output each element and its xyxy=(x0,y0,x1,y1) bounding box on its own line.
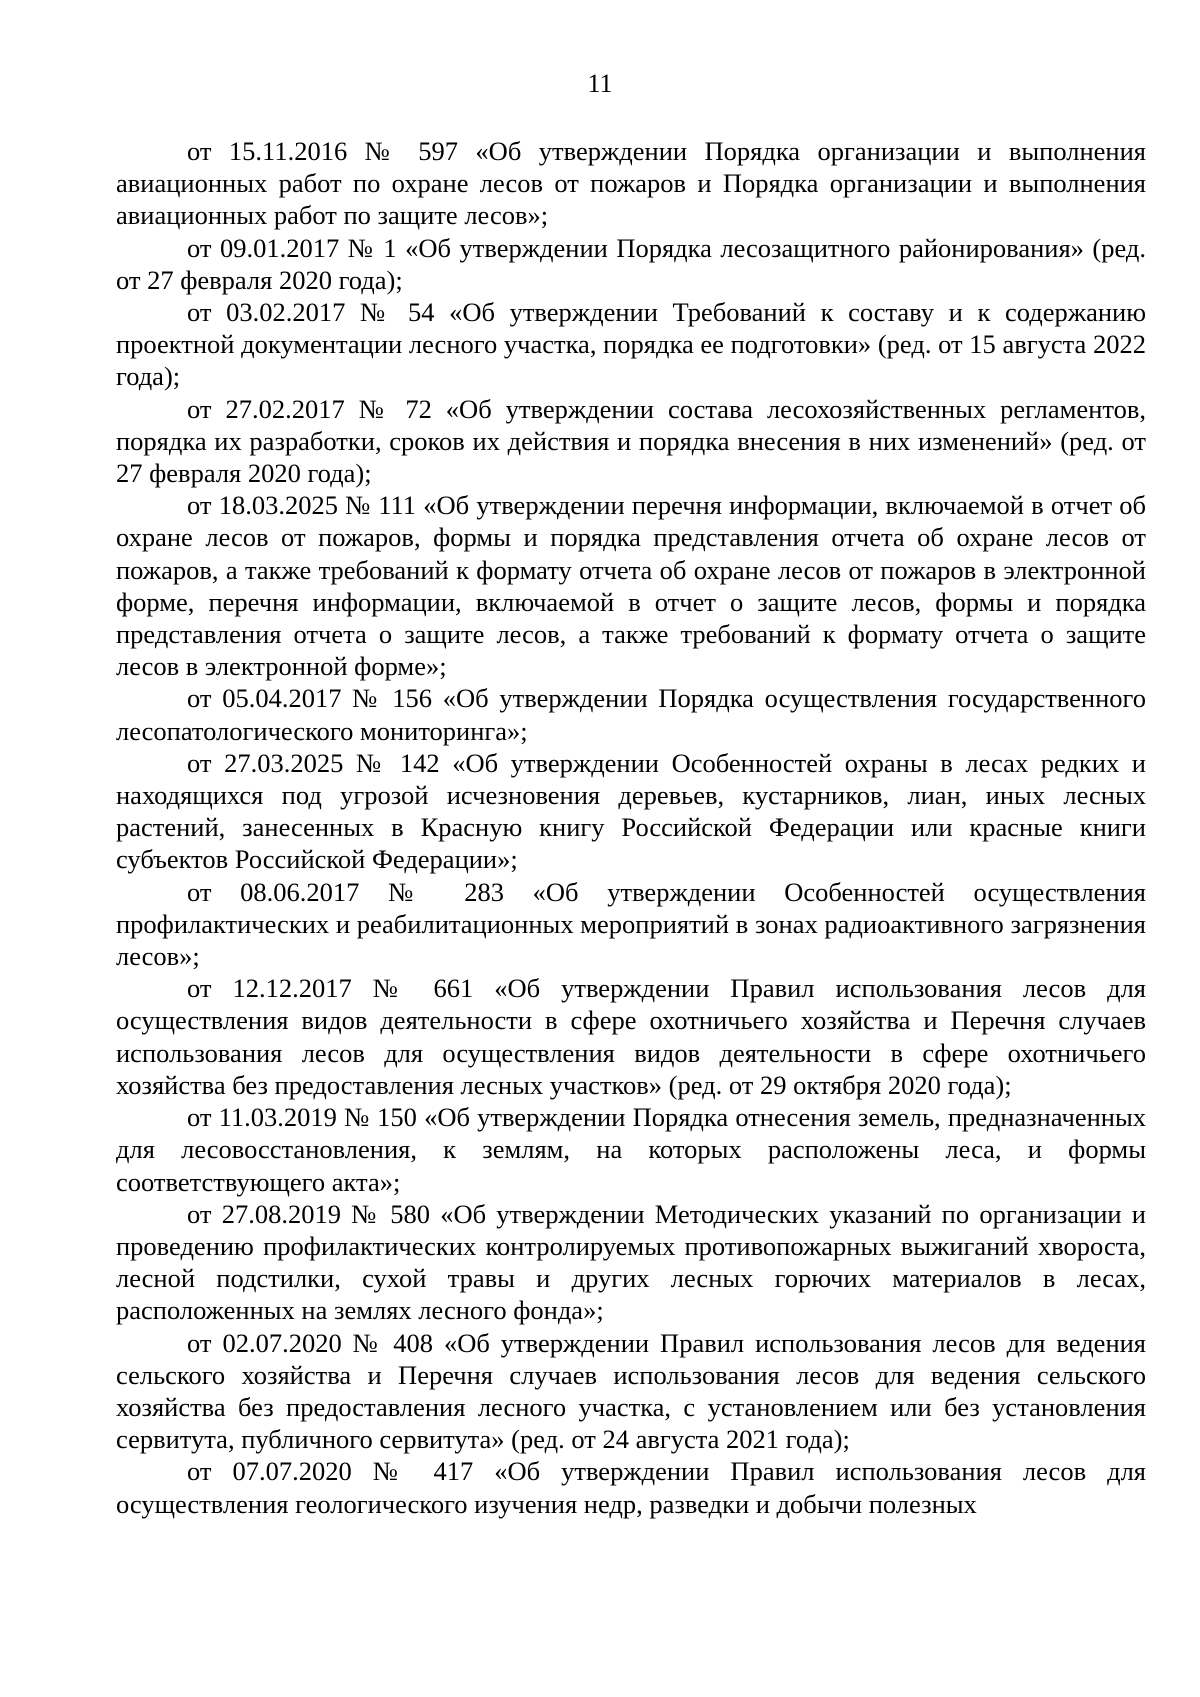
page-number: 11 xyxy=(587,69,613,98)
paragraph-order-111: от 18.03.2025 № 111 «Об утверждении перечня информации, включаемой в отчет об охране лесов от пожаров, формы и порядка представления отчета об охране лесов от пожаров, а также требований к формату отчета об охране лесов от пожаров в электронной форме, перечня информации, включаемой в отчет о защите лесов, формы и порядка представления отчета о защите лесов, а также требований к формату отчета о защите лесов в электронной форме»; xyxy=(116,490,1146,682)
paragraph-order-417: от 07.07.2020 № 417 «Об утверждении Правил использования лесов для осуществления геологического изучения недр, разведки и добычи полезных xyxy=(116,1456,1146,1519)
paragraph-order-597: от 15.11.2016 № 597 «Об утверждении Порядка организации и выполнения авиационных работ по охране лесов от пожаров и Порядка организации и выполнения авиационных работ по защите лесов»; xyxy=(116,136,1146,231)
paragraph-order-1: от 09.01.2017 № 1 «Об утверждении Порядка лесозащитного районирования» (ред. от 27 февраля 2020 года); xyxy=(116,232,1146,295)
paragraph-order-408: от 02.07.2020 № 408 «Об утверждении Правил использования лесов для ведения сельского хозяйства и Перечня случаев использования лесов для ведения сельского хозяйства без предоставления лесного участка, с установлением или без установления сервитута, публичного сервитута» (ред. от 24 августа 2021 года); xyxy=(116,1327,1146,1455)
paragraph-order-54: от 03.02.2017 № 54 «Об утверждении Требований к составу и к содержанию проектной документации лесного участка, порядка ее подготовки» (ред. от 15 августа 2022 года); xyxy=(116,297,1146,392)
paragraph-order-142: от 27.03.2025 № 142 «Об утверждении Особенностей охраны в лесах редких и находящихся под угрозой исчезновения деревьев, кустарников, лиан, иных лесных растений, занесенных в Красную книгу Российской Федерации или красные книги субъектов Российской Федерации»; xyxy=(116,747,1146,875)
paragraph-order-156: от 05.04.2017 № 156 «Об утверждении Порядка осуществления государственного лесопатологического мониторинга»; xyxy=(116,683,1146,746)
paragraph-order-72: от 27.02.2017 № 72 «Об утверждении состава лесохозяйственных регламентов, порядка их разработки, сроков их действия и порядка внесения в них изменений» (ред. от 27 февраля 2020 года); xyxy=(116,393,1146,489)
paragraph-order-150: от 11.03.2019 № 150 «Об утверждении Порядка отнесения земель, предназначенных для лесовосстановления, к землям, на которых расположены леса, и формы соответствующего акта»; xyxy=(116,1102,1146,1197)
paragraph-order-580: от 27.08.2019 № 580 «Об утверждении Методических указаний по организации и проведению профилактических контролируемых противопожарных выжиганий хвороста, лесной подстилки, сухой травы и других лесных горючих материалов в лесах, расположенных на землях лесного фонда»; xyxy=(116,1198,1146,1326)
paragraph-order-661: от 12.12.2017 № 661 «Об утверждении Правил использования лесов для осуществления видов деятельности в сфере охотничьего хозяйства и Перечня случаев использования лесов для осуществления видов деятельности в сфере охотничьего хозяйства без предоставления лесных участков» (ред. от 29 октября 2020 года); xyxy=(116,973,1146,1100)
paragraph-order-283: от 08.06.2017 № 283 «Об утверждении Особенностей осуществления профилактических и реабилитационных мероприятий в зонах радиоактивного загрязнения лесов»; xyxy=(116,876,1146,972)
document-body xyxy=(116,135,1146,1520)
